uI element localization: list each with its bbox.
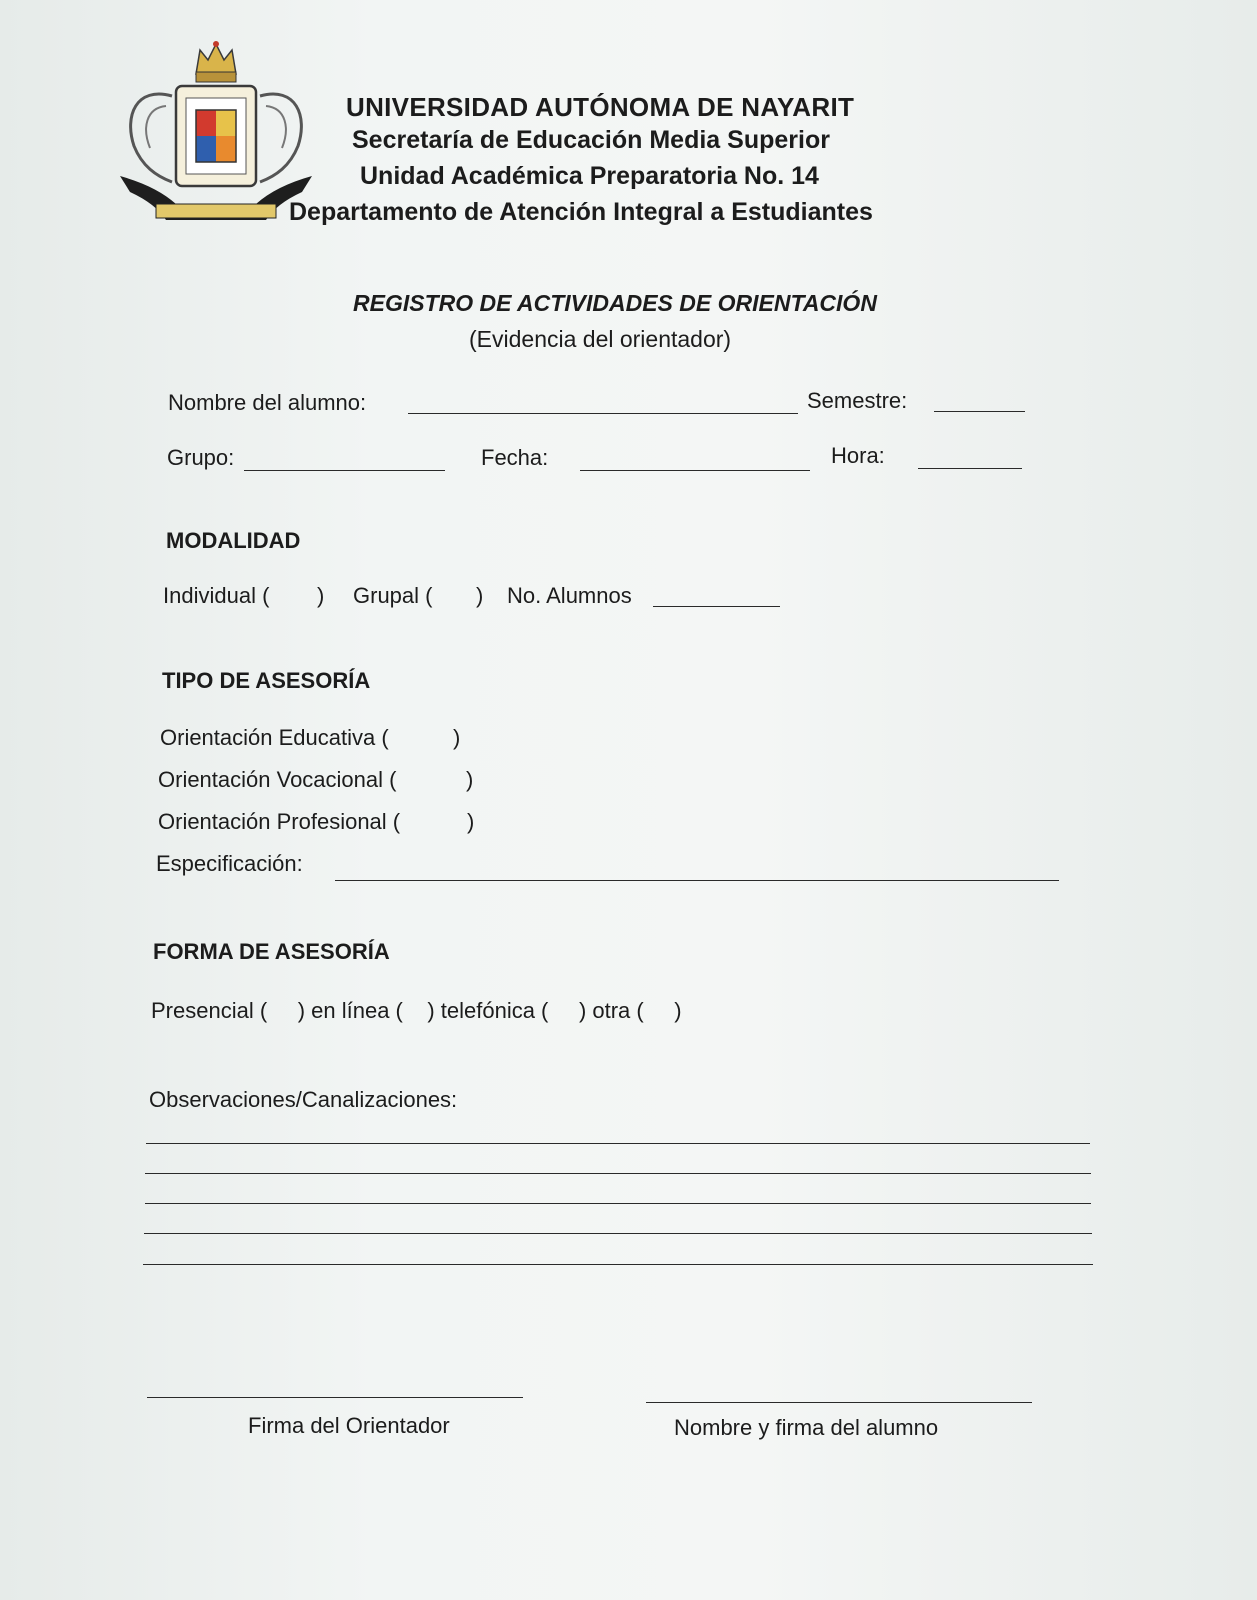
semester-label: Semestre: <box>807 388 908 413</box>
orientacion-profesional-option[interactable]: Orientación Profesional ( <box>158 809 401 834</box>
date-label: Fecha: <box>481 445 549 470</box>
individual-option[interactable]: Individual ( <box>163 583 270 608</box>
observaciones-line[interactable] <box>145 1203 1091 1204</box>
date-field[interactable] <box>580 470 810 471</box>
individual-option-close: ) <box>317 583 325 608</box>
modalidad-heading: MODALIDAD <box>166 528 301 553</box>
form-title: REGISTRO DE ACTIVIDADES DE ORIENTACIÓN <box>353 290 877 316</box>
university-name: UNIVERSIDAD AUTÓNOMA DE NAYARIT <box>346 92 855 122</box>
no-alumnos-field[interactable] <box>653 606 780 607</box>
orientador-signature-line[interactable] <box>147 1397 523 1398</box>
academic-unit-name: Unidad Académica Preparatoria No. 14 <box>360 162 819 190</box>
grupal-option[interactable]: Grupal ( <box>353 583 433 608</box>
observaciones-line[interactable] <box>144 1233 1092 1234</box>
grupal-option-close: ) <box>476 583 484 608</box>
observaciones-line[interactable] <box>146 1143 1090 1144</box>
orientacion-profesional-close: ) <box>467 809 475 834</box>
university-seal-logo <box>116 36 316 226</box>
observaciones-line[interactable] <box>143 1264 1093 1265</box>
alumno-signature-line[interactable] <box>646 1402 1032 1403</box>
semester-field[interactable] <box>934 411 1025 412</box>
orientacion-vocacional-close: ) <box>466 767 474 792</box>
form-subtitle: (Evidencia del orientador) <box>469 326 732 352</box>
group-field[interactable] <box>244 470 445 471</box>
secretariat-name: Secretaría de Educación Media Superior <box>352 126 830 154</box>
alumno-signature-label: Nombre y firma del alumno <box>674 1415 939 1440</box>
observaciones-label: Observaciones/Canalizaciones: <box>149 1087 458 1112</box>
observaciones-line[interactable] <box>145 1173 1091 1174</box>
orientador-signature-label: Firma del Orientador <box>248 1413 450 1438</box>
especificacion-field[interactable] <box>335 880 1059 881</box>
forma-asesoria-options[interactable]: Presencial ( ) en línea ( ) telefónica ( ) otra ( ) <box>151 998 682 1023</box>
forma-asesoria-heading: FORMA DE ASESORÍA <box>153 939 390 964</box>
student-name-label: Nombre del alumno: <box>168 390 367 415</box>
department-name: Departamento de Atención Integral a Estudiantes <box>289 198 873 226</box>
especificacion-label: Especificación: <box>156 851 303 876</box>
student-name-field[interactable] <box>408 413 798 414</box>
no-alumnos-label: No. Alumnos <box>507 583 632 608</box>
time-label: Hora: <box>831 443 885 468</box>
orientacion-vocacional-option[interactable]: Orientación Vocacional ( <box>158 767 397 792</box>
tipo-asesoria-heading: TIPO DE ASESORÍA <box>162 668 371 693</box>
orientacion-educativa-option[interactable]: Orientación Educativa ( <box>160 725 389 750</box>
group-label: Grupo: <box>167 445 235 470</box>
orientacion-educativa-close: ) <box>453 725 461 750</box>
time-field[interactable] <box>918 468 1022 469</box>
